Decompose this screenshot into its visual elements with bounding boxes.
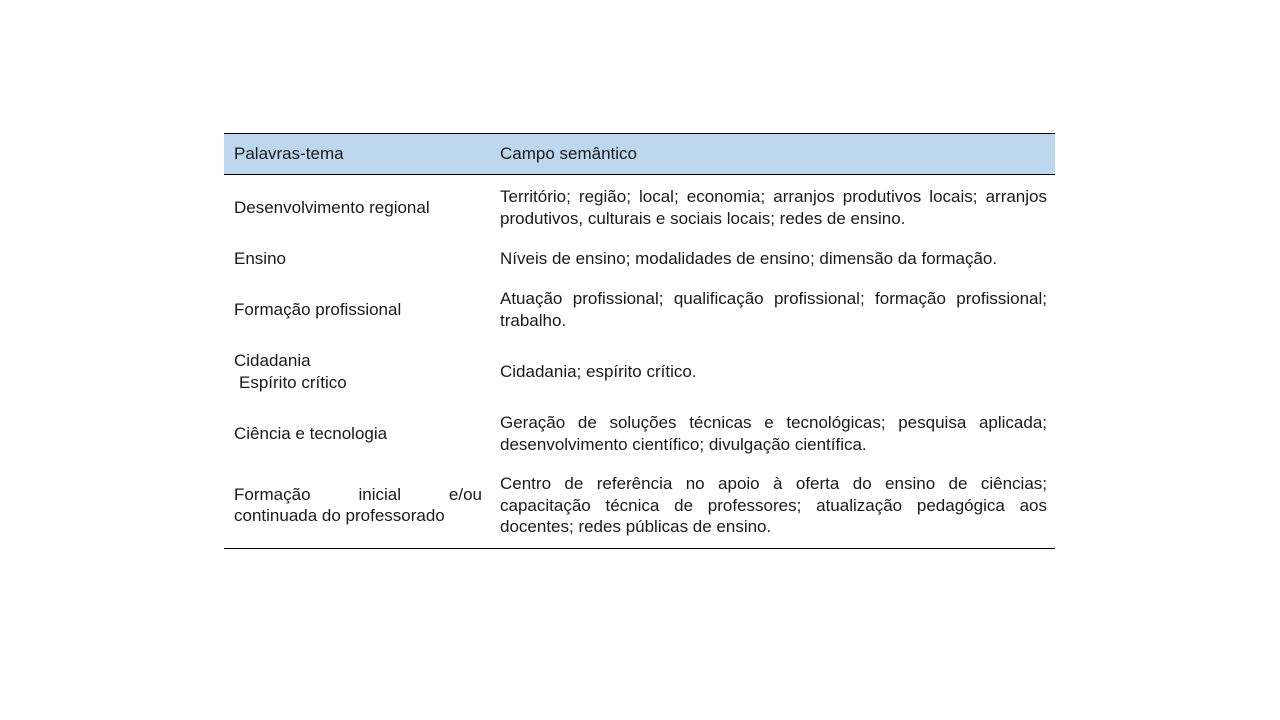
row-campo: Geração de soluções técnicas e tecnológicas; pesquisa aplicada; desenvolvimento científico; divulgação científica. (500, 413, 1047, 454)
row-tema-line: Cidadania (234, 351, 311, 370)
table-body (224, 175, 1055, 549)
header-palavras-tema: Palavras-tema (224, 134, 490, 175)
header-row (224, 134, 1055, 175)
row-campo: Atuação profissional; qualificação profissional; formação profissional; trabalho. (500, 289, 1047, 330)
table-header (224, 134, 1055, 175)
row-tema-line: Espírito crítico (239, 372, 347, 392)
table-row (224, 341, 1055, 403)
table-row (224, 279, 1055, 341)
row-tema: Ensino (234, 248, 286, 268)
table-row (224, 465, 1055, 549)
row-campo: Centro de referência no apoio à oferta do ensino de ciências; capacitação técnica de professores; atualização pedagógica aos docentes; redes públicas de ensino. (490, 465, 1055, 549)
table-row (224, 175, 1055, 239)
header-campo-semantico: Campo semântico (490, 134, 1055, 175)
table-row (224, 239, 1055, 279)
row-campo: Território; região; local; economia; arranjos produtivos locais; arranjos produtivos, culturais e sociais locais; redes de ensino. (500, 187, 1047, 228)
row-tema: Formação inicial e/ou continuada do professorado (224, 465, 490, 549)
row-tema: Desenvolvimento regional (234, 198, 430, 217)
table-row (224, 403, 1055, 465)
row-tema: Ciência e tecnologia (234, 423, 388, 443)
row-campo: Níveis de ensino; modalidades de ensino; dimensão da formação. (500, 248, 998, 268)
themes-table (224, 133, 1055, 549)
row-campo: Cidadania; espírito crítico. (500, 361, 697, 381)
row-tema (224, 341, 490, 403)
row-tema: Formação profissional (234, 299, 402, 319)
